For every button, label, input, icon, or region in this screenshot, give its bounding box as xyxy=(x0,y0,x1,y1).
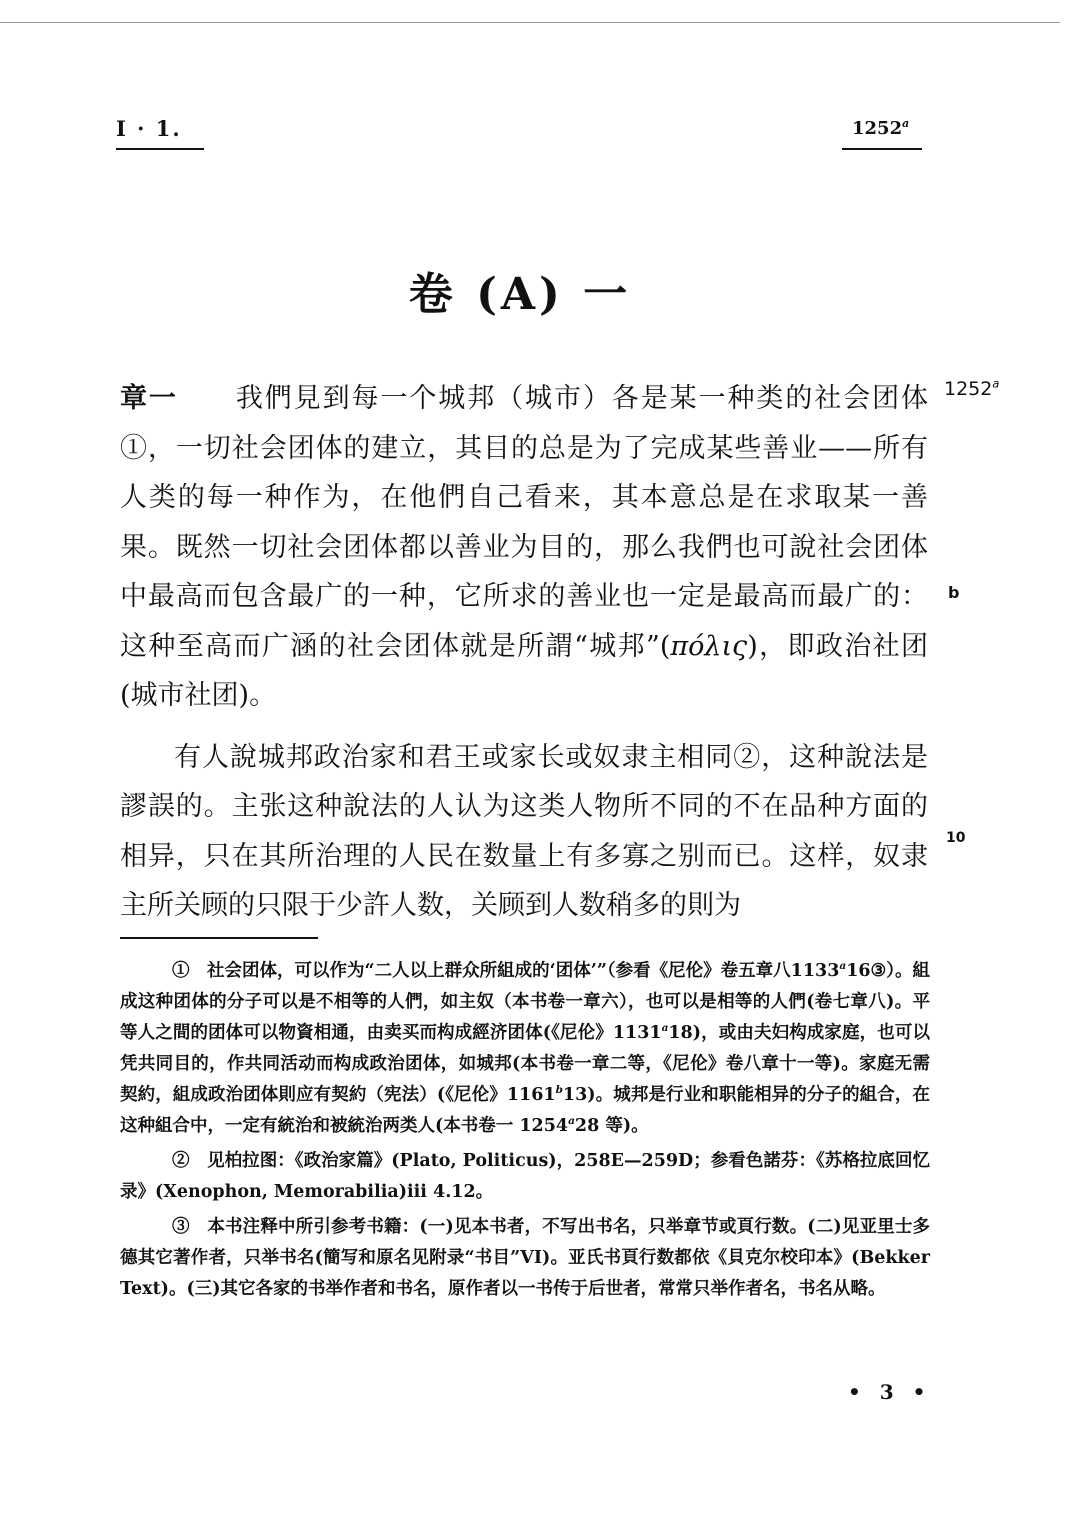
footnote-marker-2: ② xyxy=(733,741,762,773)
running-header-left-rule xyxy=(116,148,204,150)
footnote-1-text-e: 28 等)。 xyxy=(574,1116,649,1136)
paragraph-one xyxy=(120,374,928,721)
footnotes-section xyxy=(120,956,930,1309)
running-header-section: I · 1. xyxy=(116,116,182,141)
footnote-1-text-b: 16③）。組成这种团体的分子可以是不相等的人們，如主奴（本书卷一章六），也可以是相等的人們(卷七章八)。平等人之間的团体可以物資相通，由卖买而构成經济团体(《尼伦》1131 xyxy=(120,961,930,1043)
paragraph-one-text-a: 我們見到每一个城邦（城市）各是某一种类的社会团体 xyxy=(235,383,929,414)
book-title: 卷 (A) 一 xyxy=(408,269,632,320)
running-header-bekker-page xyxy=(852,118,909,139)
main-body-text xyxy=(120,374,928,931)
paragraph-one-text-b: ，一切社会团体的建立，其目的总是为了完成某些善业——所有人类的每一种作为，在他們自己看来，其本意总是在求取某一善果。既然一切社会团体都以善业为目的，那么我們也可說社会团体中最高而包含最广的一种，它所求的善业也一定是最高而最广的：这种至高而广涵的社会团体就是所謂“城邦”( xyxy=(120,432,929,662)
footnote-2: ② 见柏拉图：《政治家篇》(Plato, Politicus)，258E—259D；参看色諾芬：《苏格拉底回忆录》(Xenophon, Memorabilia)iii 4.12。 xyxy=(120,1151,930,1202)
scan-top-line xyxy=(0,22,1060,23)
running-header-bekker-sup: a xyxy=(902,117,910,130)
paragraph-two-text-b: ，这种說法是謬誤的。主张这种說法的人认为这类人物所不同的不在品种方面的相异，只在其所治理的人民在数量上有多寡之别而已。这样，奴隶主所关顾的只限于少許人数，关顾到人数稍多的則为 xyxy=(120,741,929,921)
paragraph-two-text-a: 有人說城邦政治家和君王或家长或奴隶主相同 xyxy=(174,741,734,773)
footnote-1-text-c: 18)，或由夫妇构成家庭，也可以凭共同目的，作共同活动而构成政治团体，如城邦(本书卷一章二等，《尼伦》卷八章十一等)。家庭无需契約，組成政治团体則应有契約（宪法）(《尼伦》1161 xyxy=(120,1023,930,1105)
margin-line-number-b: b xyxy=(948,583,960,602)
footnote-1 xyxy=(120,956,930,1142)
footnote-1-sup-a: a xyxy=(839,960,847,973)
running-header-bekker-number: 1252 xyxy=(852,118,903,139)
margin-line-number-10: 10 xyxy=(946,830,966,846)
margin-number-text: 1252 xyxy=(944,378,993,400)
footnote-1-sup-d: a xyxy=(568,1115,575,1128)
greek-term-polis: πόλις xyxy=(670,630,748,662)
footnote-1-sup-c: b xyxy=(555,1084,563,1097)
footnote-3: ③ 本书注释中所引参考书籍：(一)见本书者，不写出书名，只举章节或頁行数。(二)见亚里士多德其它著作者，只举书名(簡写和原名见附录“书目”VI)。亚氏书頁行数都依《貝克尔校印本》(Bekker Text)。(三)其它各家的书举作者和书名，原作者以一书传于后世者，常常只举作者名，书名从略。 xyxy=(120,1217,930,1299)
footnote-1-sup-b: a xyxy=(661,1022,669,1035)
footnote-marker-1: ① xyxy=(120,432,148,464)
footnote-separator-rule xyxy=(120,937,318,939)
margin-number-sup: a xyxy=(992,376,1000,391)
paragraph-one-text-c: )，即政治社团(城市社团)。 xyxy=(120,630,928,711)
paragraph-two xyxy=(120,733,928,931)
margin-line-number-1252a xyxy=(944,378,999,400)
footnote-1-text-d: 13)。城邦是行业和职能相异的分子的組合，在这种組合中，一定有統治和被統治两类人(本书卷一 1254 xyxy=(120,1085,930,1136)
chapter-label: 章一 xyxy=(120,383,178,414)
running-header-right-rule xyxy=(842,148,922,150)
footnote-1-text-a: ① 社会团体，可以作为“二人以上群众所組成的‘团体’”（参看《尼伦》卷五章八1133 xyxy=(172,961,840,981)
page-number: • 3 • xyxy=(848,1380,932,1404)
